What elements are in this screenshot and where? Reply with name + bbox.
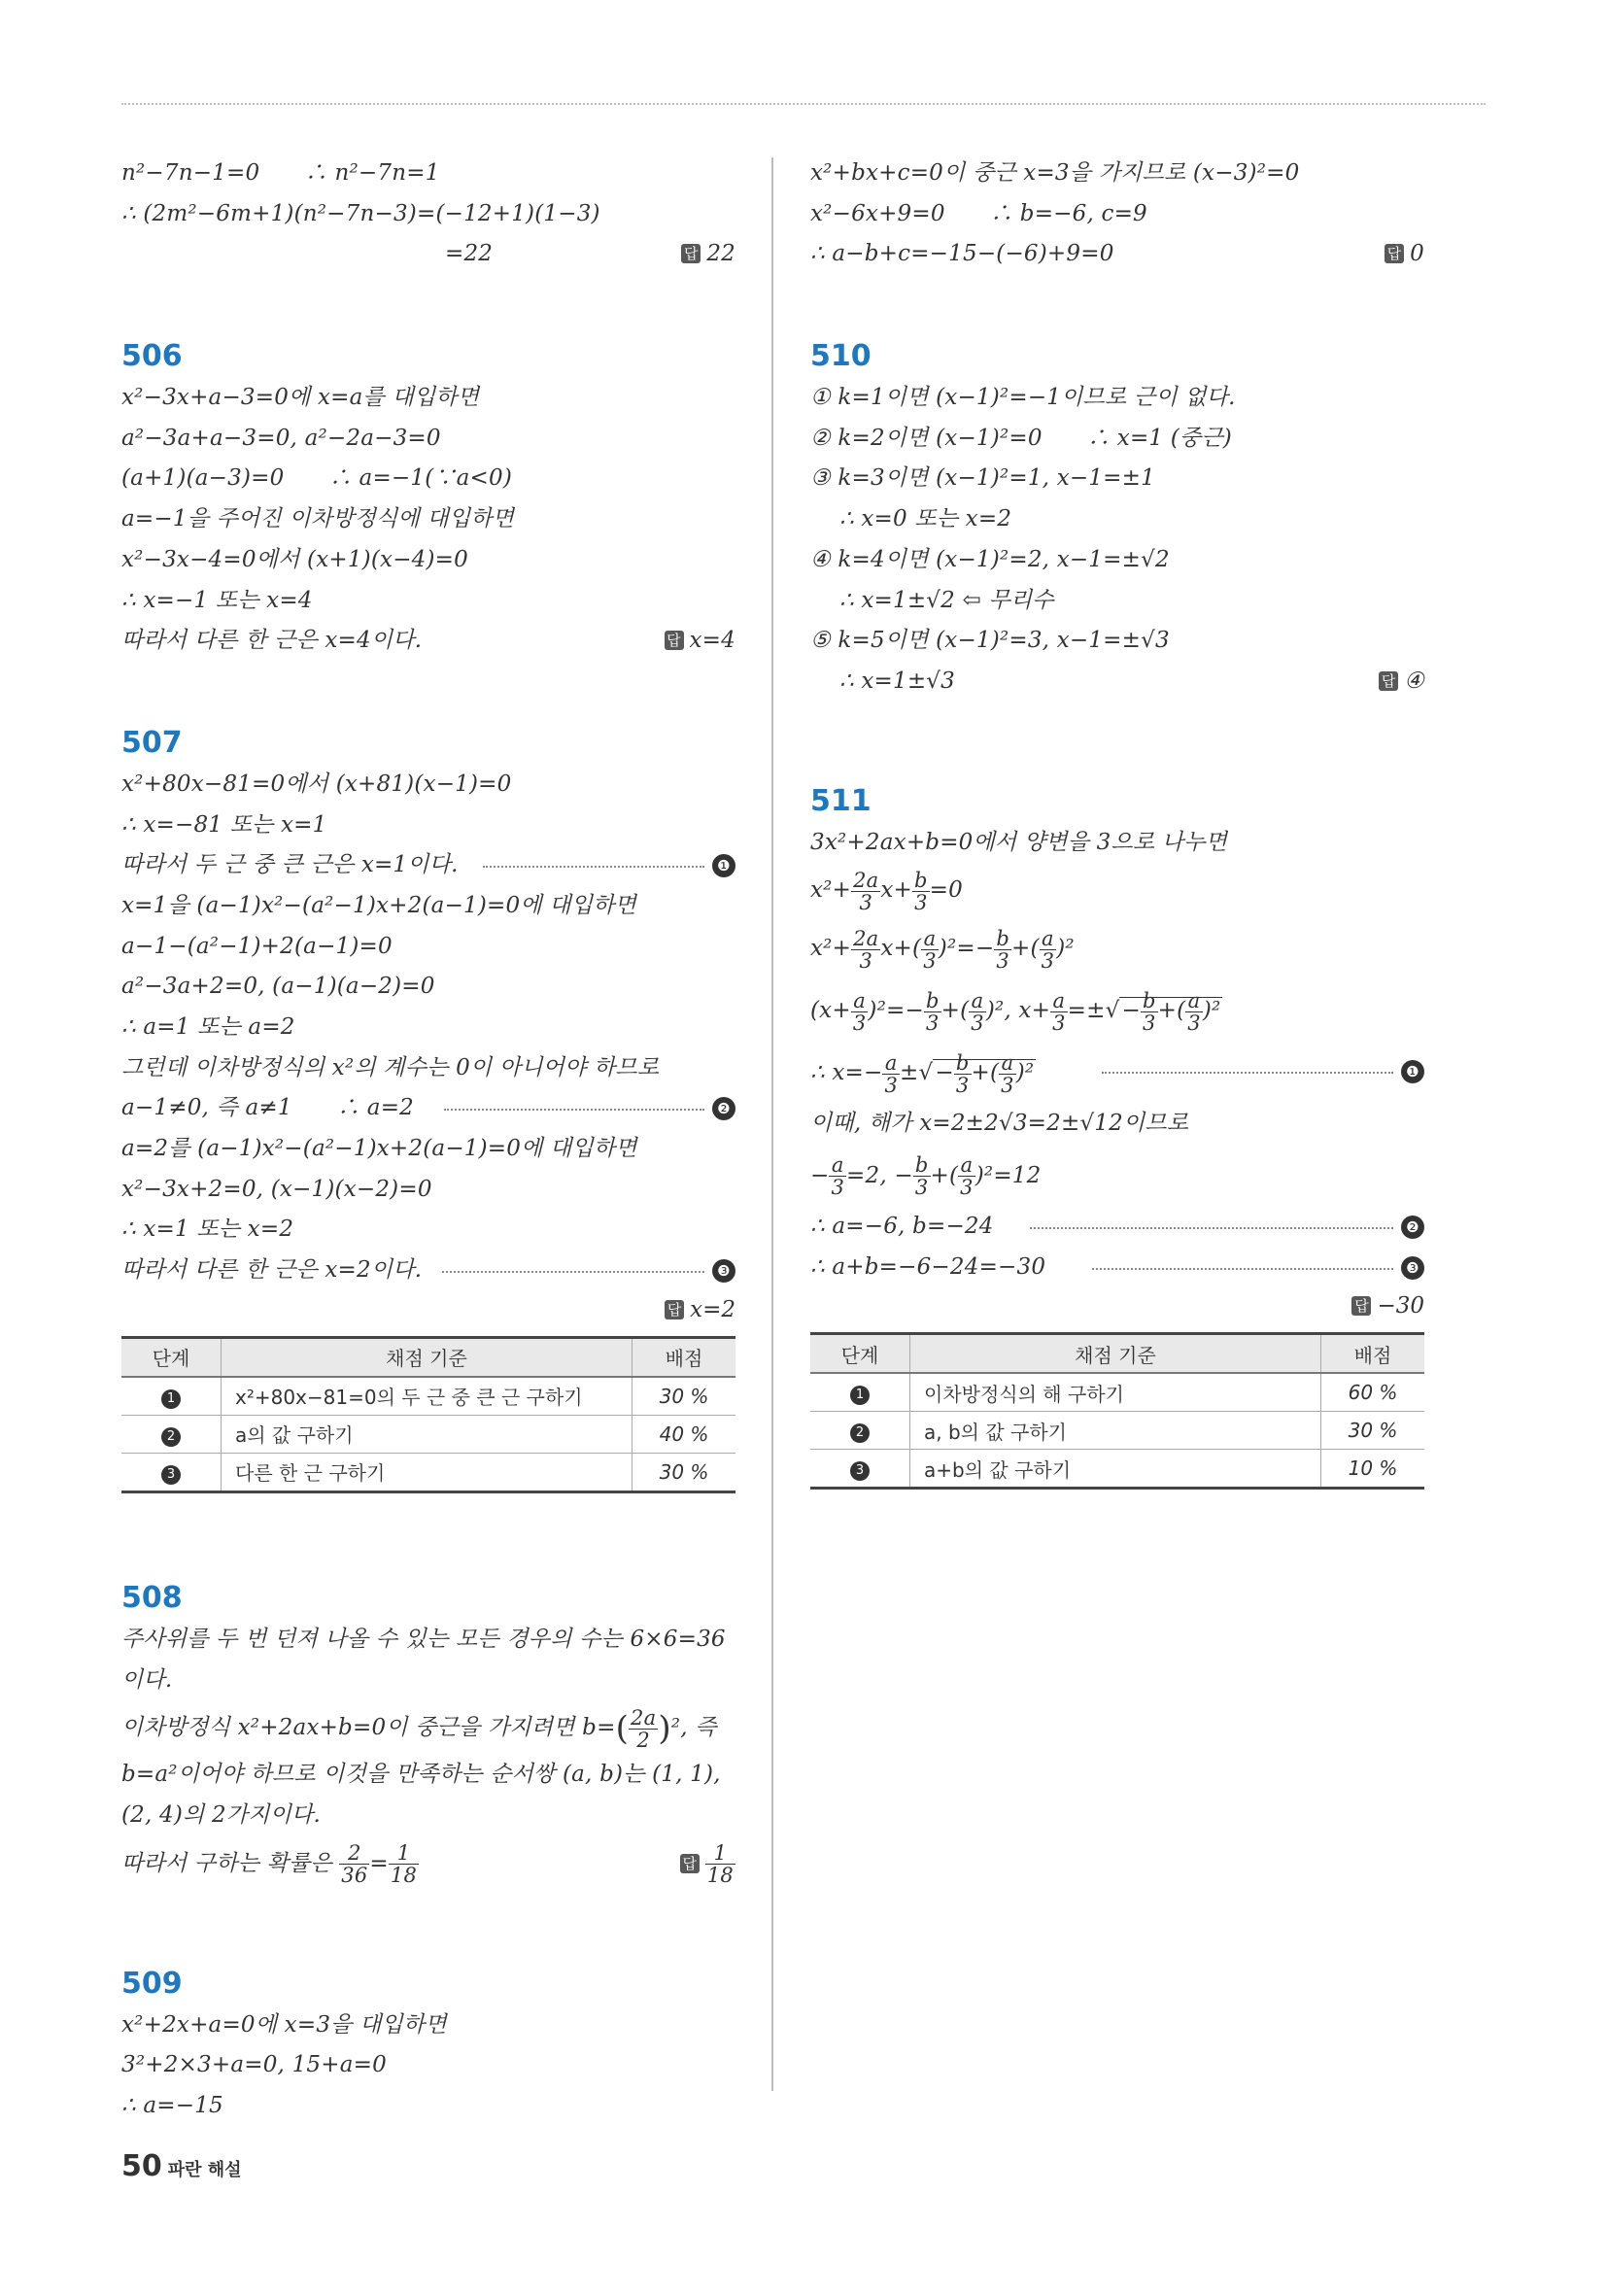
table-cell: 30 % xyxy=(633,1453,736,1491)
solution-line: 따라서 두 근 중 큰 근은 x=1이다. ❶ xyxy=(121,845,735,886)
solution-line: x²−3x−4=0에서 (x+1)(x−4)=0 xyxy=(121,546,468,572)
table-cell: a, b의 값 구하기 xyxy=(910,1412,1321,1450)
solution-line: x²−6x+9=0 ∴ b=−6, c=9 xyxy=(810,200,1147,226)
solution-line: ∴ a=−15 xyxy=(121,2092,223,2118)
solution-line: x²+ $\frac{2a}{3}$ x+( $\frac{a}{3}$ )²=− $\frac{b}{3}$ +( $\frac{a}{3}$ )² xyxy=(810,926,1075,973)
solution-line: 따라서 다른 한 근은 x=2이다. ❸ xyxy=(121,1251,735,1291)
solution-line: x²+2x+a=0에 x=3을 대입하면 xyxy=(121,2011,447,2038)
solution-line: 이차방정식 x²+2ax+b=0이 중근을 가지려면 b=( $\frac{2a}{2}$ )², 즉 xyxy=(121,1705,717,1752)
table-cell: 40 % xyxy=(633,1415,736,1453)
table-header: 채점 기준 xyxy=(910,1334,1321,1374)
grading-table-507 xyxy=(121,1336,735,1493)
table-header: 채점 기준 xyxy=(222,1337,633,1377)
step-dot: 2 xyxy=(850,1423,870,1443)
table-cell: a+b의 값 구하기 xyxy=(910,1450,1321,1489)
solution-line: 3²+2×3+a=0, 15+a=0 xyxy=(121,2052,387,2078)
step-marker-3: ❸ xyxy=(1401,1256,1424,1280)
table-row xyxy=(121,1453,735,1491)
step-dot: 1 xyxy=(850,1386,870,1405)
solution-line: 주사위를 두 번 던져 나올 수 있는 모든 경우의 수는 6×6=36 xyxy=(121,1626,726,1652)
solution-line: 그런데 이차방정식의 x²의 계수는 0이 아니어야 하므로 xyxy=(121,1054,660,1080)
solution-line: ② k=2이면 (x−1)²=0 ∴ x=1 (중근) xyxy=(810,425,1232,451)
table-cell: 10 % xyxy=(1321,1450,1425,1489)
answer-icon: 답 xyxy=(665,1300,684,1319)
answer-tag: 답 0 xyxy=(1385,234,1424,275)
step-marker-1: ❶ xyxy=(712,854,735,877)
table-cell: 30 % xyxy=(1321,1412,1425,1450)
solution-line: a=2를 (a−1)x²−(a²−1)x+2(a−1)=0에 대입하면 xyxy=(121,1136,637,1162)
table-header: 배점 xyxy=(633,1337,736,1377)
table-cell: x²+80x−81=0의 두 근 중 큰 근 구하기 xyxy=(222,1377,633,1416)
table-row xyxy=(810,1412,1424,1450)
solution-line: ∴ x=− $\frac{a}{3}$ ±√− $\frac{b}{3}$ +( $\frac{a}{3}$ )² ❶ xyxy=(810,1042,1424,1104)
answer-tag: 답 ④ xyxy=(1379,662,1424,703)
answer-icon: 답 xyxy=(665,631,684,650)
table-cell: 이차방정식의 해 구하기 xyxy=(910,1373,1321,1412)
solution-line: =22 답 22 xyxy=(121,234,735,275)
answer-tag: 답 x=2 xyxy=(665,1297,735,1322)
solution-line: 3x²+2ax+b=0에서 양변을 3으로 나누면 xyxy=(810,829,1228,855)
answer-tag: 답 22 xyxy=(681,234,735,275)
table-header: 단계 xyxy=(121,1337,222,1377)
solution-line: x²+80x−81=0에서 (x+81)(x−1)=0 xyxy=(121,771,512,797)
answer-icon: 답 xyxy=(680,1854,700,1873)
solution-line: ∴ a−b+c=−15−(−6)+9=0 답 0 xyxy=(810,234,1424,275)
dotted-leader xyxy=(483,866,704,868)
solution-line: − $\frac{a}{3}$ =2, − $\frac{b}{3}$ +( $\frac{a}{3}$ )²=12 xyxy=(810,1153,1042,1200)
table-header: 배점 xyxy=(1321,1334,1425,1374)
solution-line: ① k=1이면 (x−1)²=−1이므로 근이 없다. xyxy=(810,385,1236,411)
solution-line: (a+1)(a−3)=0 ∴ a=−1(∵a<0) xyxy=(121,465,512,492)
column-divider xyxy=(771,157,773,2091)
solution-line: x²−3x+a−3=0에 x=a를 대입하면 xyxy=(121,385,480,411)
problem-number: 507 xyxy=(121,725,183,760)
step-dot: 1 xyxy=(161,1389,181,1409)
solution-line: 이때, 해가 x=2±2√3=2±√12이므로 xyxy=(810,1111,1189,1137)
step-dot: 3 xyxy=(161,1465,181,1485)
solution-line: 따라서 다른 한 근은 x=4이다. 답 x=4 xyxy=(121,621,735,662)
table-cell: 다른 한 근 구하기 xyxy=(222,1453,633,1491)
solution-line: 이다. xyxy=(121,1666,173,1693)
problem-number: 508 xyxy=(121,1580,183,1615)
table-row xyxy=(810,1373,1424,1412)
solution-line: ③ k=3이면 (x−1)²=1, x−1=±1 xyxy=(810,465,1155,492)
problem-number: 509 xyxy=(121,1966,183,2001)
solution-line: ∴ a=−6, b=−24 ❷ xyxy=(810,1207,1424,1248)
step-dot: 2 xyxy=(161,1427,181,1447)
answer-icon: 답 xyxy=(1385,244,1404,263)
page-number: 50 xyxy=(121,2149,162,2183)
solution-line: ∴ a=1 또는 a=2 xyxy=(121,1014,295,1040)
table-row xyxy=(121,1415,735,1453)
solution-line: ④ k=4이면 (x−1)²=2, x−1=±√2 xyxy=(810,546,1170,572)
solution-line: x²+bx+c=0이 중근 x=3을 가지므로 (x−3)²=0 xyxy=(810,160,1300,186)
answer-tag: 답 x=4 xyxy=(665,621,735,662)
solution-line: ∴ x=−1 또는 x=4 xyxy=(121,587,313,613)
solution-line: ∴ x=−81 또는 x=1 xyxy=(121,811,327,838)
step-marker-3: ❸ xyxy=(712,1259,735,1283)
dotted-leader xyxy=(442,1271,704,1273)
solution-line: a=−1을 주어진 이차방정식에 대입하면 xyxy=(121,506,515,532)
solution-line: x²+ $\frac{2a}{3}$ x+ $\frac{b}{3}$ =0 xyxy=(810,868,963,914)
solution-line: ⑤ k=5이면 (x−1)²=3, x−1=±√3 xyxy=(810,628,1170,654)
solution-line: x²−3x+2=0, (x−1)(x−2)=0 xyxy=(121,1176,432,1202)
dotted-leader xyxy=(1092,1268,1393,1270)
solution-line: a−1≠0, 즉 a≠1 ∴ a=2 ❷ xyxy=(121,1088,735,1129)
page-footer xyxy=(121,2149,242,2183)
step-marker-2: ❷ xyxy=(1401,1216,1424,1239)
dotted-leader xyxy=(1102,1072,1393,1074)
solution-line: ∴ x=1±√2 ⇦ 무리수 xyxy=(839,587,1054,613)
right-column xyxy=(810,154,1424,1490)
table-header: 단계 xyxy=(810,1334,910,1374)
solution-line: a²−3a+a−3=0, a²−2a−3=0 xyxy=(121,425,441,451)
dotted-leader xyxy=(444,1109,704,1111)
table-cell: 60 % xyxy=(1321,1373,1425,1412)
solution-line: (2, 4)의 2가지이다. xyxy=(121,1801,321,1828)
step-marker-2: ❷ xyxy=(712,1097,735,1120)
solution-line: ∴ x=1±√3 답 ④ xyxy=(810,662,1424,703)
solution-line: n²−7n−1=0 ∴ n²−7n=1 xyxy=(121,160,440,186)
table-cell: a의 값 구하기 xyxy=(222,1415,633,1453)
left-column xyxy=(121,154,735,2127)
solution-line: ∴ a+b=−6−24=−30 ❸ xyxy=(810,1248,1424,1288)
problem-number: 506 xyxy=(121,339,183,374)
answer-icon: 답 xyxy=(1379,671,1398,691)
table-cell: 30 % xyxy=(633,1377,736,1416)
answer-icon: 답 xyxy=(681,244,701,263)
solution-line: ∴ x=1 또는 x=2 xyxy=(121,1217,294,1243)
answer-tag: 답 $\frac{1}{18}$ xyxy=(680,1836,735,1891)
step-dot: 3 xyxy=(850,1461,870,1481)
solution-line: 따라서 구하는 확률은 $\frac{2}{36}$ = $\frac{1}{18}$ 답 $\frac{1}{18}$ xyxy=(121,1836,735,1891)
answer-tag: 답 −30 xyxy=(1351,1293,1424,1319)
step-marker-1: ❶ xyxy=(1401,1060,1424,1083)
solution-line: x=1을 (a−1)x²−(a²−1)x+2(a−1)=0에 대입하면 xyxy=(121,892,636,918)
table-row xyxy=(810,1450,1424,1489)
problem-number: 511 xyxy=(810,783,872,818)
footer-label: 파란 해설 xyxy=(167,2160,242,2180)
solution-line: a²−3a+2=0, (a−1)(a−2)=0 xyxy=(121,974,435,1000)
answer-line xyxy=(121,1291,735,1330)
top-dotted-rule xyxy=(121,103,1486,105)
solution-line: a−1−(a²−1)+2(a−1)=0 xyxy=(121,933,393,959)
solution-line: ∴ (2m²−6m+1)(n²−7n−3)=(−12+1)(1−3) xyxy=(121,200,600,226)
problem-number: 510 xyxy=(810,339,872,374)
answer-line xyxy=(810,1287,1424,1326)
solution-line: (x+ $\frac{a}{3}$ )²=− $\frac{b}{3}$ +( $\frac{a}{3}$ )², x+ $\frac{a}{3}$ =±√− $\frac{b}{3}$ +( $\frac{a}{3}$ )² xyxy=(810,988,1221,1035)
answer-icon: 답 xyxy=(1351,1296,1371,1316)
solution-line: ∴ x=0 또는 x=2 xyxy=(839,506,1012,532)
grading-table-511 xyxy=(810,1332,1424,1490)
dotted-leader xyxy=(1030,1227,1393,1229)
table-row xyxy=(121,1377,735,1416)
solution-line: b=a²이어야 하므로 이것을 만족하는 순서쌍 (a, b)는 (1, 1), xyxy=(121,1762,721,1788)
